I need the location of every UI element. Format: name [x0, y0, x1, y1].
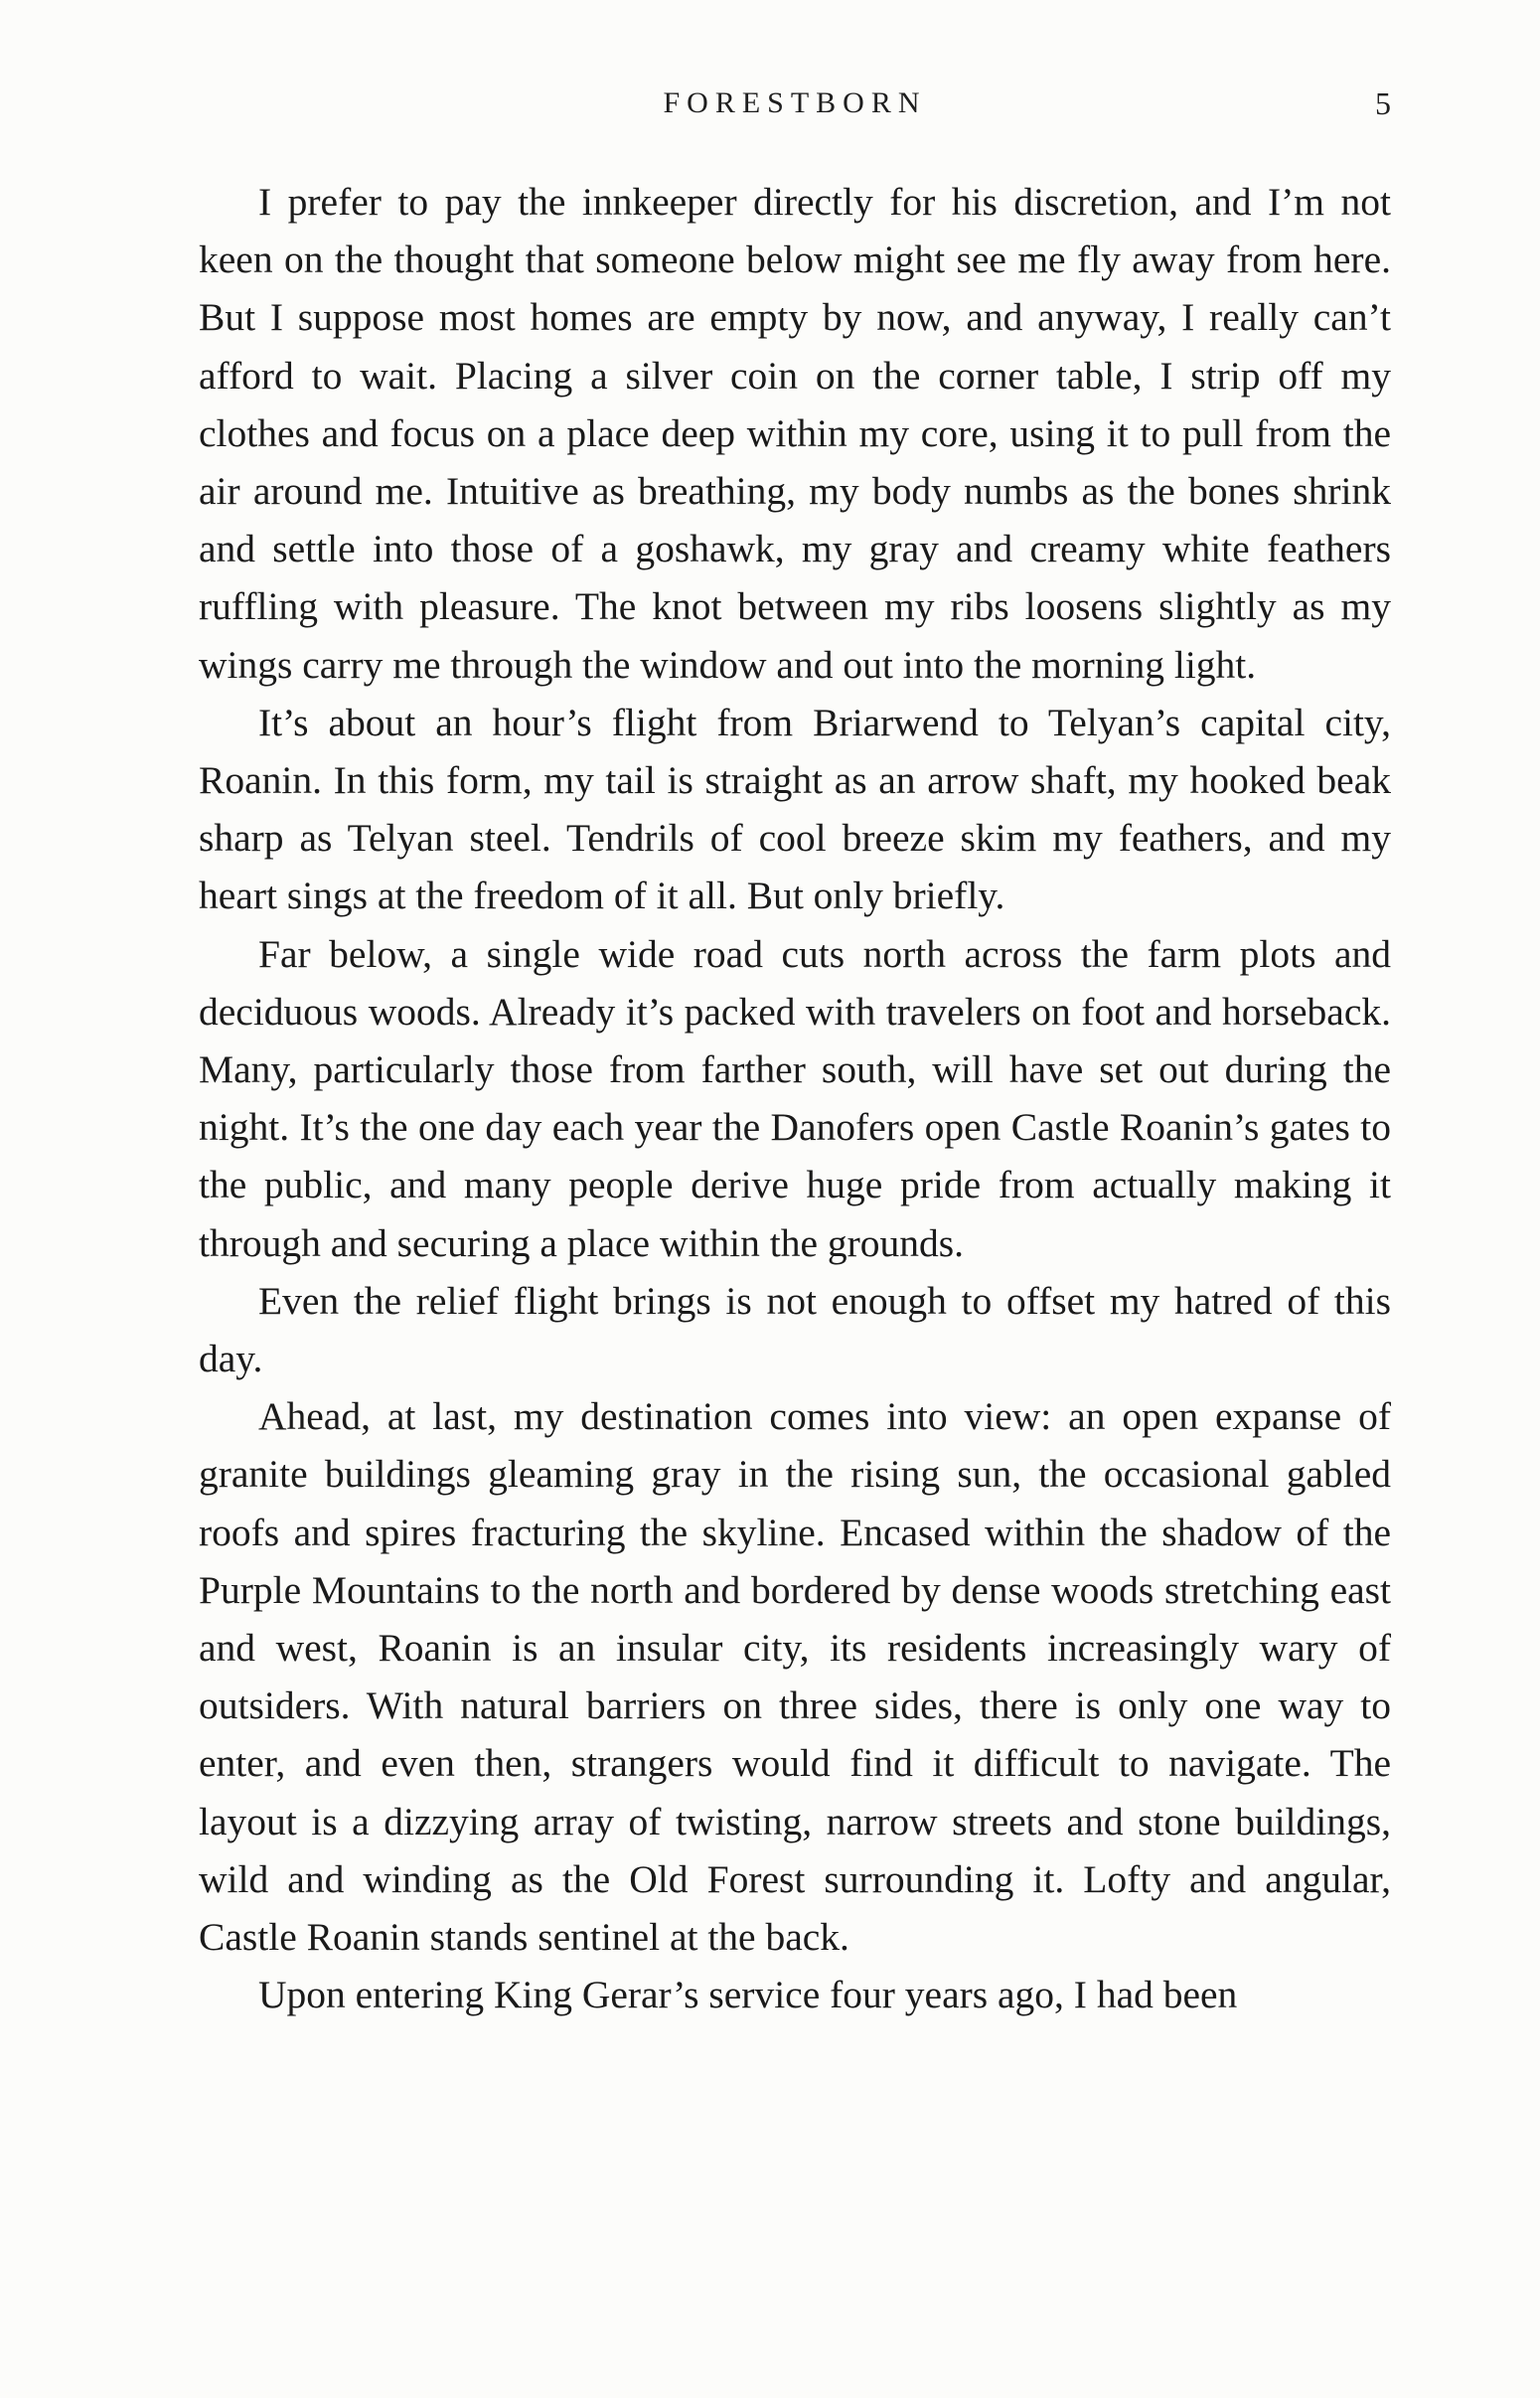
paragraph-6: Upon entering King Gerar’s service four years ago, I had been: [258, 1973, 1238, 2017]
body-text: [199, 173, 1391, 2024]
paragraph-5: Ahead, at last, my destination comes into view: an open expanse of granite buildings gleaming gray in the rising sun, the occasional gabled roofs and spires fracturing the skyline. Encased within the shadow of the Purple Mountains to the north and bordered by dense woods stretching east and west, Roanin is an insular city, its residents increasingly wary of outsiders. With natural barriers on three sides, there is only one way to enter, and even then, strangers would find it difficult to navigate. The layout is a dizzying array of twisting, narrow streets and stone buildings, wild and winding as the Old Forest surrounding it. Lofty and angular, Castle Roanin stands sentinel at the back.: [199, 1394, 1391, 1960]
running-head: [199, 83, 1391, 123]
paragraph-1: I prefer to pay the innkeeper directly for his discretion, and I’m not keen on the thought that someone below might see me fly away from here. But I suppose most homes are empty by now, and anyway, I really can’t afford to wait. Placing a silver coin on the corner table, I strip off my clothes and focus on a place deep within my core, using it to pull from the air around me. Intuitive as breathing, my body numbs as the bones shrink and settle into those of a goshawk, my gray and creamy white feathers ruffling with pleasure. The knot between my ribs loosens slightly as my wings carry me through the window and out into the morning light.: [199, 180, 1391, 687]
page-number: 5: [1375, 85, 1391, 121]
paragraph-3: Far below, a single wide road cuts north across the farm plots and deciduous woods. Already it’s packed with travelers on foot and horseback. Many, particularly those from farther south, will have set out during the night. It’s the one day each year the Danofers open Castle Roanin’s gates to the public, and many people derive huge pride from actually making it through and securing a place within the grounds.: [199, 931, 1391, 1265]
paragraph-2: It’s about an hour’s flight from Briarwend to Telyan’s capital city, Roanin. In this form, my tail is straight as an arrow shaft, my hooked beak sharp as Telyan steel. Tendrils of cool breeze skim my feathers, and my heart sings at the freedom of it all. But only briefly.: [199, 700, 1391, 918]
paragraph-4: Even the relief flight brings is not enough to offset my hatred of this day.: [199, 1278, 1391, 1381]
running-title: FORESTBORN: [663, 86, 927, 119]
